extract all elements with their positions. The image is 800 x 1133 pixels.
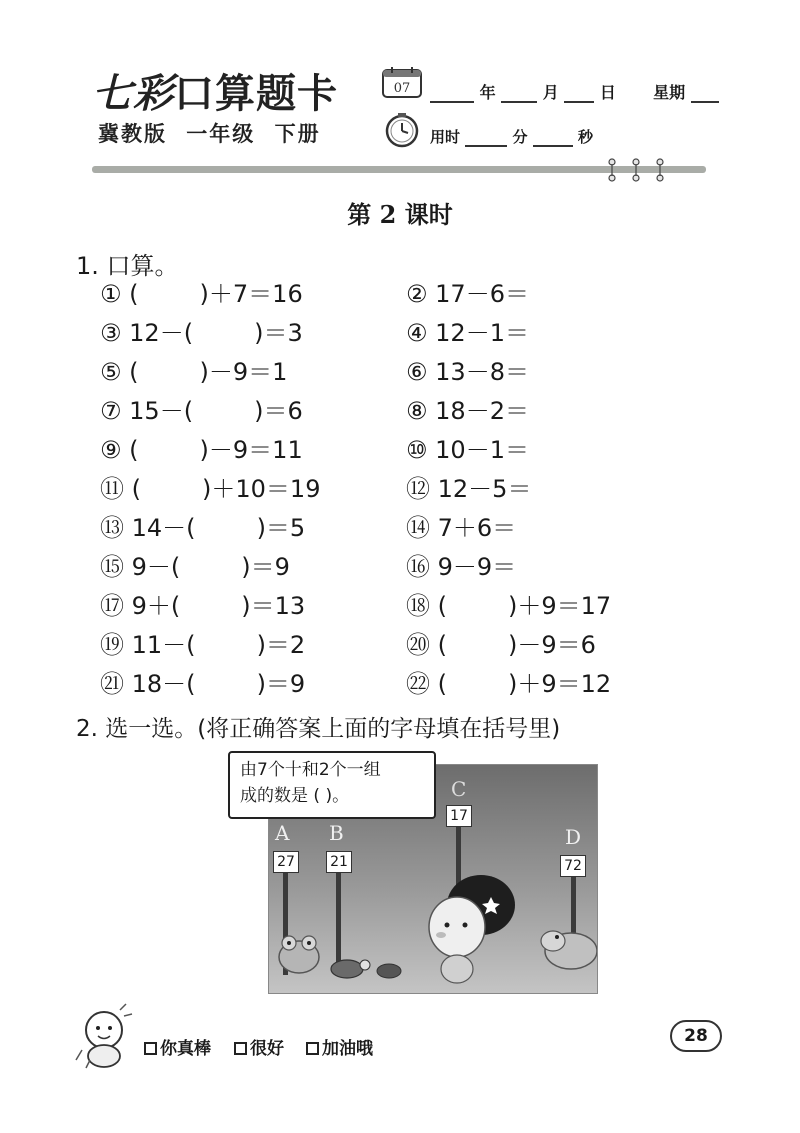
calc-item[interactable]: ⑯ 9－9＝ bbox=[406, 553, 517, 581]
second-label: 秒 bbox=[577, 128, 593, 146]
section1-heading: 1. 口算。 bbox=[76, 252, 179, 280]
seconds-blank[interactable] bbox=[533, 129, 573, 147]
calc-item[interactable]: ⑰ 9＋( )＝13 bbox=[100, 592, 306, 620]
calc-item[interactable]: ⑦ 15－( )＝6 bbox=[100, 397, 303, 425]
calendar-day: 07 bbox=[393, 81, 411, 96]
option-letter-c: C bbox=[451, 777, 467, 801]
rating-keep-trying[interactable]: 加油哦 bbox=[306, 1034, 373, 1059]
rating-great[interactable]: 你真棒 bbox=[144, 1034, 211, 1059]
calc-item[interactable]: ⑧ 18－2＝ bbox=[406, 397, 529, 425]
lesson-title: 第 2 课时 bbox=[347, 200, 453, 229]
day-label: 日 bbox=[599, 83, 616, 102]
girl-icon bbox=[429, 875, 515, 983]
option-letter-b: B bbox=[329, 821, 344, 845]
section2-heading: 2. 选一选。(将正确答案上面的字母填在括号里) bbox=[76, 716, 561, 742]
mascot-icon bbox=[70, 1000, 140, 1070]
brand-kousuan: 口算题卡 bbox=[174, 70, 338, 117]
option-value-b: 21 bbox=[326, 851, 352, 873]
page-number: 28 bbox=[670, 1020, 722, 1052]
checkbox-icon[interactable] bbox=[306, 1042, 319, 1055]
calc-item[interactable]: ⑤ ( )－9＝1 bbox=[100, 358, 288, 386]
option-value-c: 17 bbox=[446, 805, 472, 827]
brand-title bbox=[92, 62, 338, 119]
calendar-icon bbox=[382, 66, 422, 98]
calc-item[interactable]: ⑨ ( )－9＝11 bbox=[100, 436, 303, 464]
option-letter-a: A bbox=[275, 821, 290, 845]
calc-item[interactable]: ③ 12－( )＝3 bbox=[100, 319, 303, 347]
month-label: 月 bbox=[542, 83, 559, 102]
calc-item[interactable]: ⑫ 12－5＝ bbox=[406, 475, 532, 503]
frog-icon bbox=[279, 936, 319, 973]
month-blank[interactable] bbox=[501, 85, 537, 103]
option-letter-d: D bbox=[565, 825, 582, 849]
rating-good[interactable]: 很好 bbox=[234, 1034, 284, 1059]
calc-item[interactable]: ⑱ ( )＋9＝17 bbox=[406, 592, 612, 620]
weekday-blank[interactable] bbox=[691, 85, 719, 103]
question-line-1: 由7个十和2个一组 bbox=[240, 760, 381, 780]
question-line-2[interactable]: 成的数是 ( )。 bbox=[240, 786, 350, 806]
calc-item[interactable]: ⑥ 13－8＝ bbox=[406, 358, 529, 386]
option-value-a: 27 bbox=[273, 851, 299, 873]
hippo-icon bbox=[541, 931, 597, 969]
option-value-d: 72 bbox=[560, 855, 586, 877]
divider-beads-icon bbox=[602, 158, 674, 182]
date-fields bbox=[430, 80, 719, 103]
calc-item[interactable]: ⑬ 14－( )＝5 bbox=[100, 514, 306, 542]
calc-item[interactable]: ㉒ ( )＋9＝12 bbox=[406, 670, 612, 698]
turtle-icon bbox=[331, 960, 401, 978]
calc-item[interactable]: ⑲ 11－( )＝2 bbox=[100, 631, 306, 659]
checkbox-icon[interactable] bbox=[234, 1042, 247, 1055]
calc-item[interactable]: ④ 12－1＝ bbox=[406, 319, 529, 347]
calc-item[interactable]: ⑩ 10－1＝ bbox=[406, 436, 529, 464]
day-blank[interactable] bbox=[564, 85, 594, 103]
weekday-label: 星期 bbox=[653, 83, 686, 102]
calc-item[interactable]: ⑮ 9－( )＝9 bbox=[100, 553, 290, 581]
question-bubble bbox=[228, 751, 436, 819]
calc-item[interactable]: ⑭ 7＋6＝ bbox=[406, 514, 517, 542]
calc-item[interactable]: ① ( )＋7＝16 bbox=[100, 280, 303, 308]
checkbox-icon[interactable] bbox=[144, 1042, 157, 1055]
calc-item[interactable]: ㉑ 18－( )＝9 bbox=[100, 670, 306, 698]
minute-label: 分 bbox=[512, 128, 528, 146]
time-used-label: 用时 bbox=[430, 128, 461, 146]
year-blank[interactable] bbox=[430, 85, 474, 103]
calc-item[interactable]: ⑪ ( )＋10＝19 bbox=[100, 475, 321, 503]
edition-label: 冀教版 一年级 下册 bbox=[98, 122, 321, 146]
time-used-fields bbox=[430, 126, 593, 147]
brand-qicai: 七彩 bbox=[92, 70, 174, 117]
calc-item[interactable]: ② 17－6＝ bbox=[406, 280, 529, 308]
clock-icon bbox=[384, 112, 420, 148]
calc-item[interactable]: ⑳ ( )－9＝6 bbox=[406, 631, 596, 659]
year-label: 年 bbox=[479, 83, 496, 102]
minutes-blank[interactable] bbox=[465, 129, 507, 147]
